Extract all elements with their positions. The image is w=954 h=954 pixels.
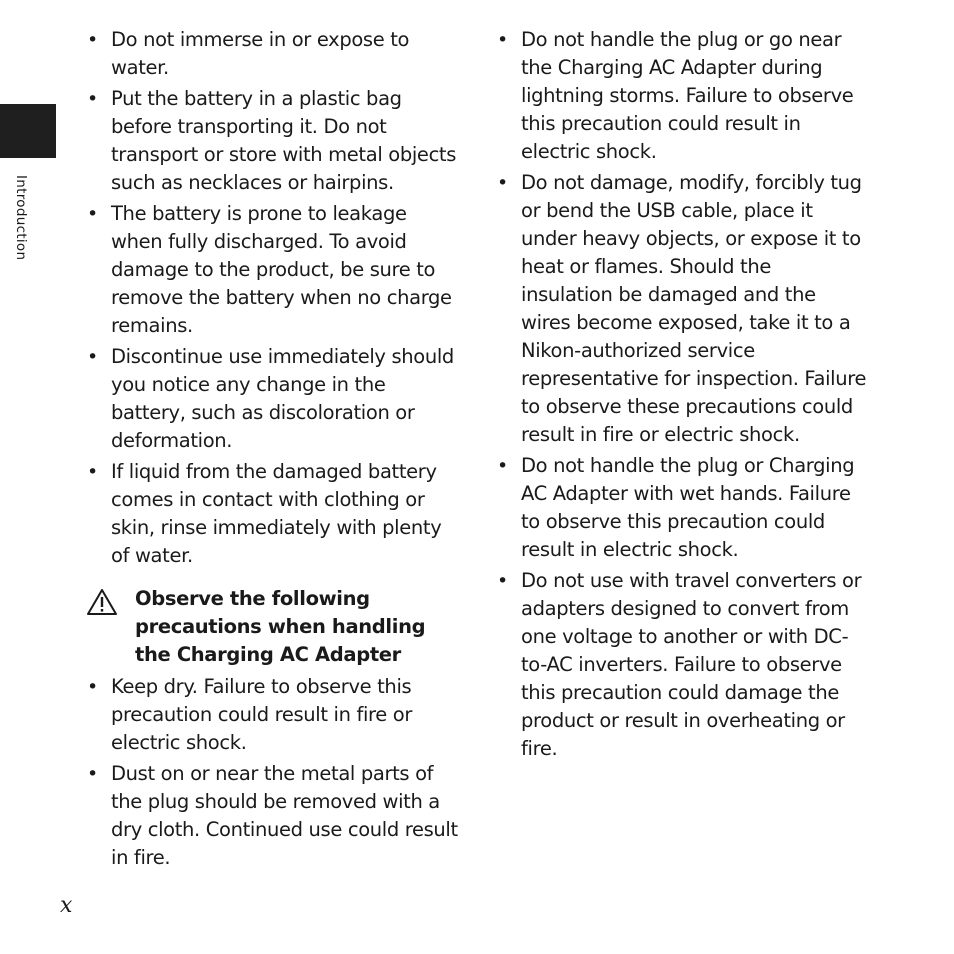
- section-tab-label: Introduction: [13, 175, 29, 261]
- right-column: [496, 26, 868, 766]
- warning-heading: [86, 585, 458, 669]
- list-item: • The battery is prone to leakage when fully discharged. To avoid damage to the product, be sure to remove the battery when no charge remains.: [86, 200, 458, 340]
- warning-icon: [86, 588, 118, 616]
- list-item: • Do not use with travel converters or adapters designed to convert from one voltage to another or with DC-to-AC inverters. Failure to observe this precaution could damage the product or result in overheating or fire.: [496, 567, 868, 763]
- list-item: • Do not handle the plug or go near the Charging AC Adapter during lightning storms. Failure to observe this precaution could result in electric shock.: [496, 26, 868, 166]
- battery-precautions-list: [86, 26, 458, 570]
- list-item: • If liquid from the damaged battery comes in contact with clothing or skin, rinse immediately with plenty of water.: [86, 458, 458, 570]
- list-item: • Do not damage, modify, forcibly tug or bend the USB cable, place it under heavy objects, or expose it to heat or flames. Should the insulation be damaged and the wires become exposed, take it to a Nikon-authorized service representative for inspection. Failure to observe these precautions could result in fire or electric shock.: [496, 169, 868, 449]
- list-item: • Dust on or near the metal parts of the plug should be removed with a dry cloth. Continued use could result in fire.: [86, 760, 458, 872]
- page-number: x: [60, 893, 73, 918]
- list-item: • Do not immerse in or expose to water.: [86, 26, 458, 82]
- list-item: • Do not handle the plug or Charging AC Adapter with wet hands. Failure to observe this precaution could result in electric shock.: [496, 452, 868, 564]
- list-item: • Keep dry. Failure to observe this precaution could result in fire or electric shock.: [86, 673, 458, 757]
- section-tab-marker: [0, 104, 56, 158]
- adapter-precautions-list-continued: [496, 26, 868, 763]
- adapter-precautions-list: [86, 673, 458, 872]
- list-item: • Put the battery in a plastic bag before transporting it. Do not transport or store with metal objects such as necklaces or hairpins.: [86, 85, 458, 197]
- warning-heading-text: Observe the following precautions when handling the Charging AC Adapter: [135, 587, 426, 666]
- left-column: [86, 26, 458, 875]
- list-item: • Discontinue use immediately should you notice any change in the battery, such as discoloration or deformation.: [86, 343, 458, 455]
